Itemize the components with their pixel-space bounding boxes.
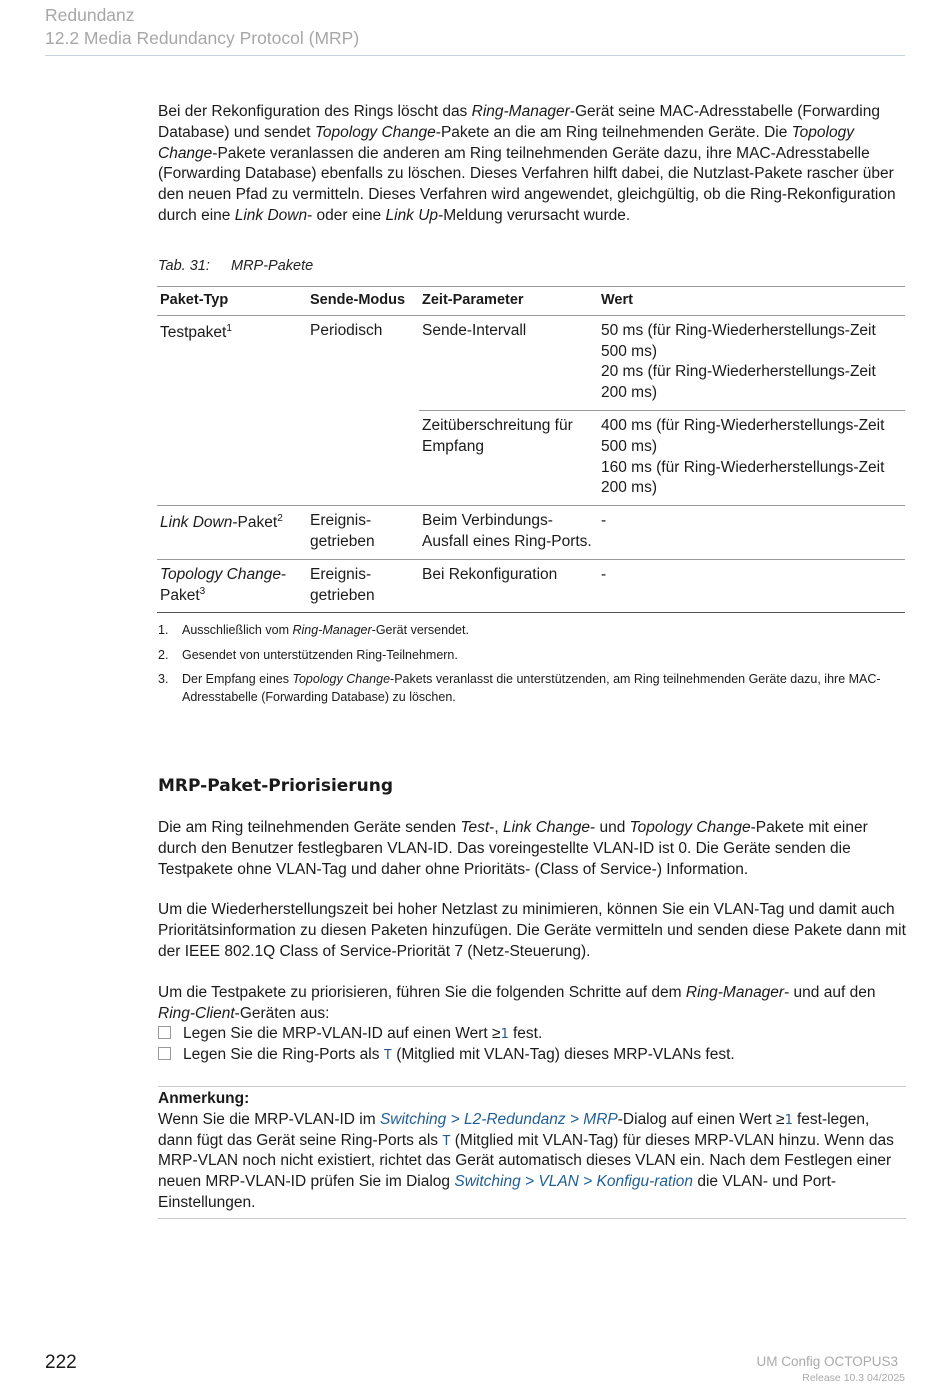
table-row <box>157 559 905 613</box>
dialog-path-link[interactable]: Switching > L2-Redundanz > MRP <box>379 1110 618 1128</box>
cell-wert <box>598 315 905 410</box>
cell-paket-typ: Testpaket$^1$ <box>160 322 232 341</box>
footnote: 1. Ausschließlich vom Ring-Manager-Gerät versendet. <box>158 623 469 637</box>
step-item: Legen Sie die MRP-VLAN-ID auf einen Wert ≥1 fest. <box>158 1024 908 1045</box>
table-caption-title: MRP-Pakete <box>231 258 314 274</box>
footnote: 3. Der Empfang eines Topology Change-Pakets veranlasst die unterstützenden, am Ring teilnehmenden Geräte dazu, ihre MAC-Adresstabelle (Forwarding Database) zu löschen. <box>158 672 881 704</box>
table-caption-number: Tab. 31: <box>158 258 210 274</box>
intro-paragraph: Bei der Rekonfiguration des Rings löscht das Ring-Manager-Gerät seine MAC-Adresstabelle (Forwarding Database) und sendet Topology Change-Pakete an die am Ring teilnehmenden Geräte. Die Topology Change-Pakete veranlassen die anderen am Ring teilnehmenden Geräte dazu, ihre MAC-Adresstabelle (Forwarding Database) ebenfalls zu löschen. Dieses Verfahren hilft dabei, die Nutzlast-Pakete rascher über den neuen Pfad zu vermitteln. Dieses Verfahren wird angewendet, gleichgültig, ob die Ring-Rekonfiguration durch eine Link Down- oder eine Link Up-Meldung verursacht wurde. <box>158 103 896 224</box>
cell-sende-modus: Periodisch <box>310 321 383 339</box>
cell-sende-modus: Ereignis-getrieben <box>310 565 375 604</box>
page-number: 222 <box>45 1352 77 1373</box>
cell-zeit-parameter: Bei Rekonfiguration <box>422 565 558 583</box>
cell-zeit-parameter: Sende-Intervall <box>419 315 598 410</box>
section-body <box>158 818 908 1066</box>
value-line: 400 ms (für Ring-Wiederherstellungs-Zeit 500 ms) <box>601 416 885 455</box>
paragraph: Die am Ring teilnehmenden Geräte senden Test-, Link Change- und Topology Change-Pakete mit einer durch den Benutzer festlegbaren VLAN-ID. Das voreingestellte VLAN-ID ist 0. Die Geräte senden die Testpakete ohne VLAN-Tag und daher ohne Prioritäts- (Class of Service-) Information. <box>158 819 868 878</box>
cell-zeit-parameter: Beim Verbindungs-Ausfall eines Ring-Ports. <box>422 512 592 550</box>
table-row <box>157 506 905 560</box>
note-box <box>158 1089 908 1214</box>
cell-wert: - <box>601 512 607 530</box>
section-heading-wrap <box>158 776 908 796</box>
header-divider <box>45 55 905 56</box>
paragraph: Um die Wiederherstellungszeit bei hoher Netzlast zu minimieren, können Sie ein VLAN-Tag und damit auch Prioritätsinformation zu diesen Paketen hinzufügen. Die Geräte vermitteln und senden diese Pakete dann mit der IEEE 802.1Q Class of Service-Priorität 7 (Netz-Steuerung). <box>158 901 906 960</box>
cell-sende-modus: Ereignis-getrieben <box>310 512 375 550</box>
step-item: Legen Sie die Ring-Ports als T (Mitglied mit VLAN-Tag) dieses MRP-VLANs fest. <box>158 1045 908 1066</box>
running-header-section: 12.2 Media Redundancy Protocol (MRP) <box>45 28 360 48</box>
note-text: Wenn Sie die MRP-VLAN-ID im Switching > L2-Redundanz > MRP-Dialog auf einen Wert ≥1 fest-legen, dann fügt das Gerät seine Ring-Ports als T (Mitglied mit VLAN-Tag) für dieses MRP-VLAN hinzu. Wenn das MRP-VLAN noch nicht existiert, richtet das Gerät automatisch dieses VLAN ein. Nach dem Festlegen einer neuen MRP-VLAN-ID prüfen Sie im Dialog Switching > VLAN > Konfigu-ration die VLAN- und Port-Einstellungen. <box>158 1110 894 1211</box>
footnote: 2. Gesendet von unterstützenden Ring-Teilnehmern. <box>158 647 458 662</box>
dialog-path-link[interactable]: Switching > VLAN > Konfigu-ration <box>454 1173 694 1191</box>
value-line: 50 ms (für Ring-Wiederherstellungs-Zeit 500 ms) <box>601 321 876 360</box>
intro-section <box>158 102 908 227</box>
mrp-packets-table <box>157 286 905 613</box>
cell-paket-typ: Topology Change-Paket$^3$ <box>160 565 287 604</box>
note-top-divider <box>158 1086 906 1087</box>
table-caption <box>158 258 908 274</box>
mrp-packets-table-wrap <box>157 286 905 613</box>
column-header-sende-modus: Sende-Modus <box>310 292 406 308</box>
note-title: Anmerkung: <box>158 1090 250 1107</box>
table-row <box>157 315 905 410</box>
release-info: Release 10.3 04/2025 <box>802 1372 905 1384</box>
cell-wert <box>598 410 905 505</box>
checkbox-icon <box>158 1026 171 1039</box>
table-header-row <box>157 287 905 316</box>
cell-zeit-parameter: Zeitüberschreitung für Empfang <box>422 416 573 455</box>
value-line: 20 ms (für Ring-Wiederherstellungs-Zeit 200 ms) <box>601 363 876 402</box>
column-header-paket-typ: Paket-Typ <box>160 292 229 308</box>
cell-paket-typ: Link Down-Paket$^2$ <box>160 513 283 532</box>
document-title: UM Config OCTOPUS3 <box>756 1354 898 1369</box>
paragraph: Um die Testpakete zu priorisieren, führen Sie die folgenden Schritte auf dem Ring-Manager- und auf den Ring-Client-Geräten aus: <box>158 983 876 1022</box>
column-header-zeit-parameter: Zeit-Parameter <box>422 292 524 308</box>
value-line: 160 ms (für Ring-Wiederherstellungs-Zeit 200 ms) <box>601 458 885 497</box>
cell-wert: - <box>601 565 607 583</box>
checkbox-icon <box>158 1047 171 1060</box>
section-heading: MRP-Paket-Priorisierung <box>158 776 394 796</box>
table-footnotes <box>158 622 898 706</box>
column-header-wert: Wert <box>601 292 633 308</box>
note-bottom-divider <box>158 1218 906 1219</box>
running-header-chapter: Redundanz <box>45 5 135 25</box>
